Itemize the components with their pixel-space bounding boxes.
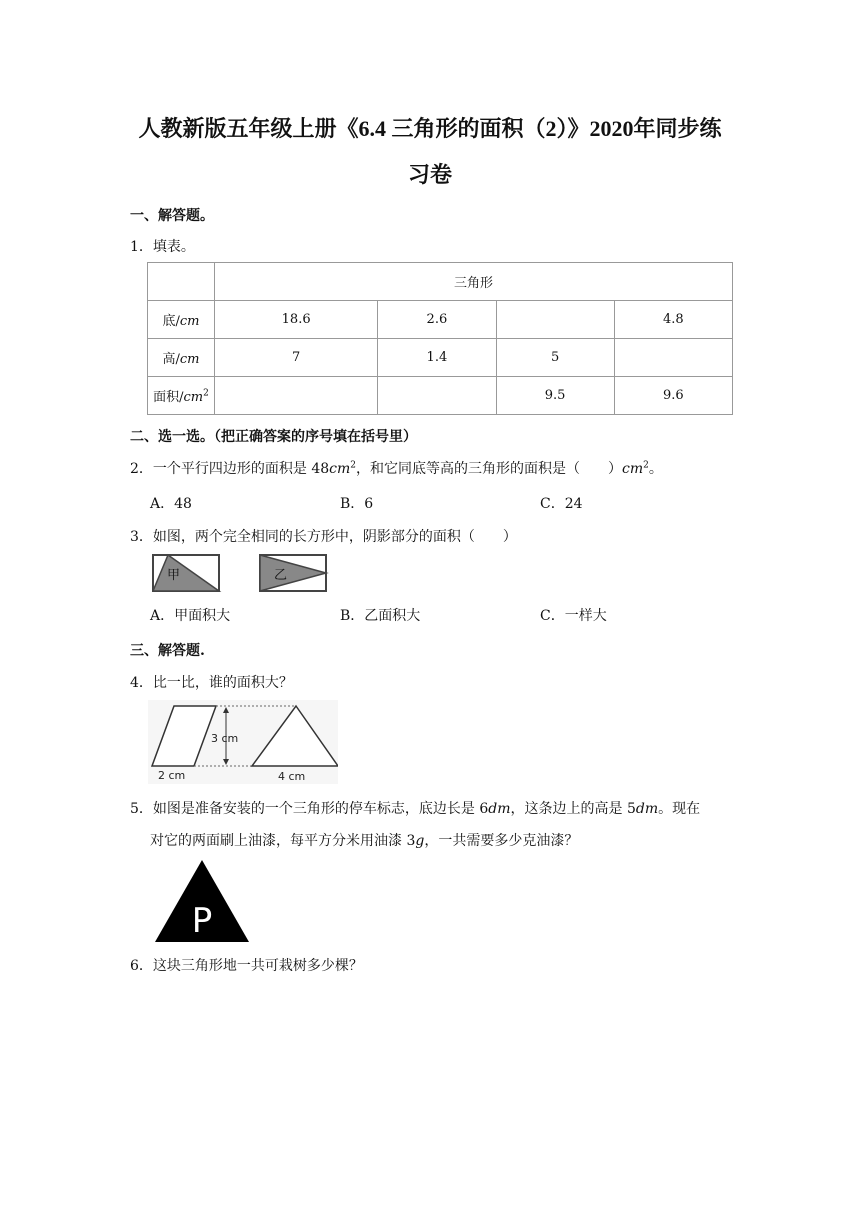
figure-label-jia: 甲 <box>167 568 181 583</box>
row-label-area: 面积$/cm^2$ <box>148 377 215 415</box>
table-cell: 5 <box>496 339 614 377</box>
q3-option-c[interactable]: C．一样大 <box>540 608 607 624</box>
question-5-line2: 对它的两面刷上油漆，每平方分米用油漆 3g，一共需要多少克油漆？ <box>150 833 579 849</box>
fill-table <box>147 262 733 415</box>
table-cell <box>378 377 496 415</box>
table-corner-cell <box>148 263 215 301</box>
doc-title-line1: 人教新版五年级上册《6.4 三角形的面积（2）》2020年同步练 <box>138 116 722 141</box>
table-row <box>148 377 733 415</box>
table-row <box>148 339 733 377</box>
section-1-heading: 一、解答题。 <box>130 208 214 224</box>
section-2-heading: 二、选一选。（把正确答案的序号填在括号里） <box>130 429 417 445</box>
q3-option-b[interactable]: B．乙面积大 <box>340 608 421 624</box>
table-cell: 18.6 <box>215 301 378 339</box>
table-cell: 7 <box>215 339 378 377</box>
table-cell: 2.6 <box>378 301 496 339</box>
q3-figure <box>150 552 330 594</box>
table-cell: 9.5 <box>496 377 614 415</box>
sign-letter: P <box>191 901 213 941</box>
doc-title-line2: 习卷 <box>407 162 452 187</box>
question-5-line1: 5．如图是准备安装的一个三角形的停车标志，底边长是 6dm，这条边上的高是 5dm。现在 <box>130 801 701 817</box>
table-cell <box>215 377 378 415</box>
question-4: 4．比一比，谁的面积大？ <box>130 675 293 691</box>
figure-label-yi: 乙 <box>274 568 288 583</box>
table-cell <box>496 301 614 339</box>
label-base-triangle: 4 cm <box>278 770 306 783</box>
question-1: 1．填表。 <box>130 239 195 255</box>
q2-option-c[interactable]: C．24 <box>540 496 583 512</box>
table-cell <box>614 339 732 377</box>
label-height: 3 cm <box>211 732 239 745</box>
q2-option-a[interactable]: A．48 <box>150 496 192 512</box>
section-3-heading: 三、解答题. <box>130 643 205 659</box>
table-row <box>148 263 733 301</box>
table-row <box>148 301 733 339</box>
table-group-header: 三角形 <box>215 263 733 301</box>
table-cell: 1.4 <box>378 339 496 377</box>
table-cell: 4.8 <box>614 301 732 339</box>
question-6: 6．这块三角形地一共可栽树多少棵？ <box>130 958 363 974</box>
label-base-parallelogram: 2 cm <box>158 769 186 782</box>
table-cell: 9.6 <box>614 377 732 415</box>
q2-option-b[interactable]: B．6 <box>340 496 374 512</box>
parking-sign <box>153 858 251 944</box>
row-label-height: 高/cm <box>148 339 215 377</box>
row-label-base: 底/cm <box>148 301 215 339</box>
question-3: 3．如图，两个完全相同的长方形中，阴影部分的面积（ ） <box>130 529 517 545</box>
q3-option-a[interactable]: A．甲面积大 <box>150 608 231 624</box>
question-2: 2．一个平行四边形的面积是 $48cm^2$，和它同底等高的三角形的面积是（ ）$cm^2$。 <box>130 460 663 477</box>
q4-figure <box>148 700 338 784</box>
